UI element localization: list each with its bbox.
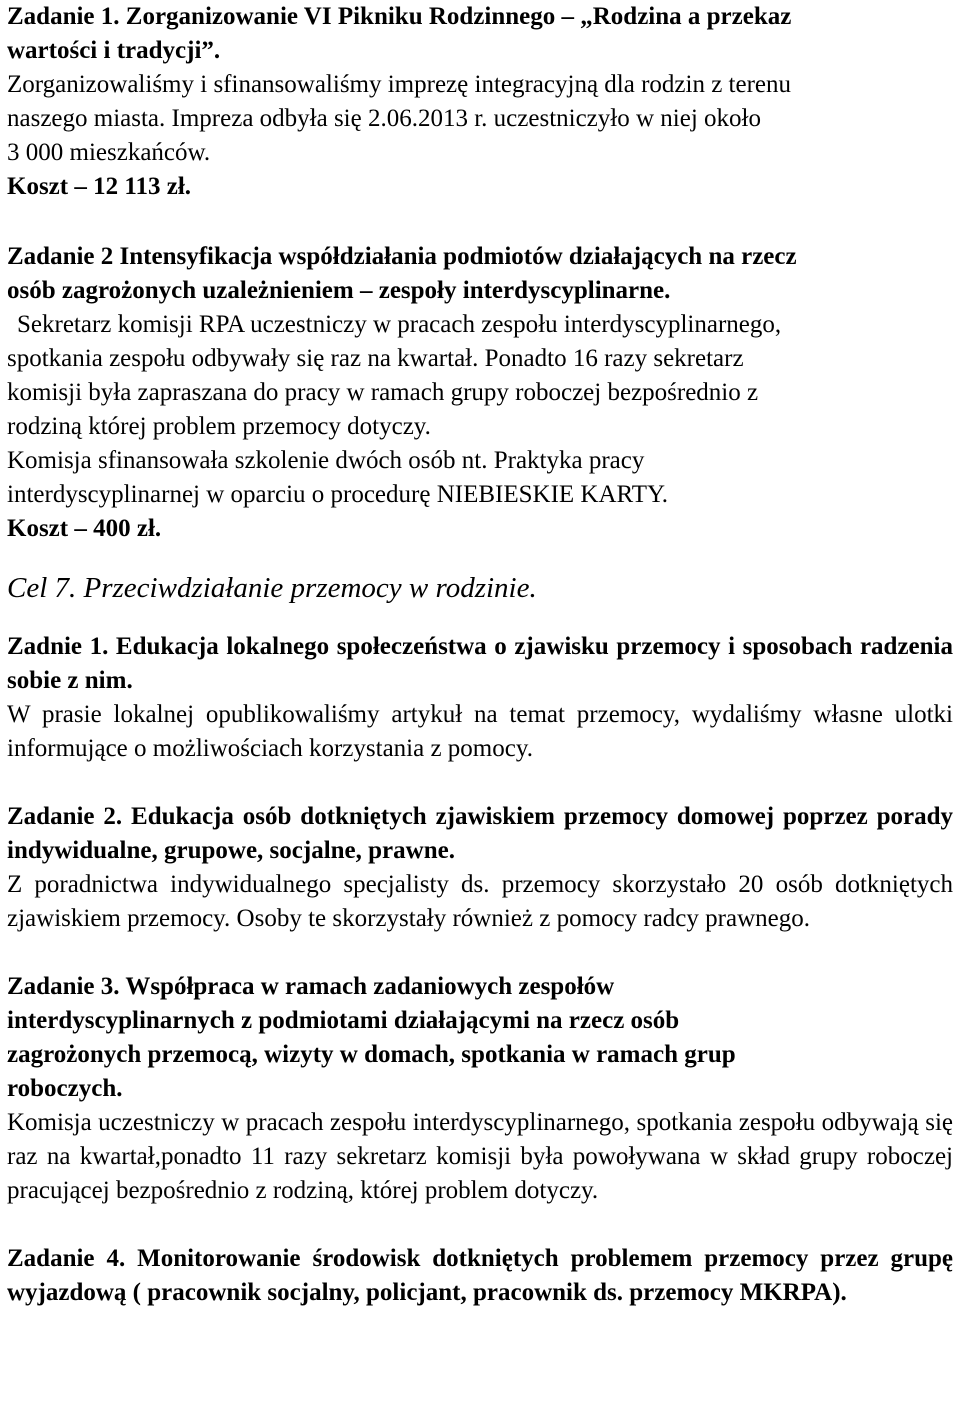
task-title-line: zagrożonych przemocą, wizyty w domach, spotkania w ramach grup xyxy=(7,1041,736,1068)
task-body-line: Sekretarz komisji RPA uczestniczy w pracach zespołu interdyscyplinarnego, xyxy=(17,311,782,338)
spacer xyxy=(7,936,953,970)
spacer xyxy=(7,1208,953,1242)
task-education xyxy=(7,630,953,766)
task-cost: Koszt – 400 zł. xyxy=(7,515,162,542)
task-title-line: Zadanie 2 Intensyfikacja współdziałania podmiotów działających na rzecz xyxy=(7,243,797,270)
task-body-line: interdyscyplinarnej w oparciu o procedurę NIEBIESKIE KARTY. xyxy=(7,481,669,508)
spacer xyxy=(7,766,953,800)
task-title: Zadanie 4. Monitorowanie środowisk dotkniętych problemem przemocy przez grupę wyjazdową ( pracownik socjalny, policjant, pracownik ds. przemocy MKRPA). xyxy=(7,1245,953,1306)
task-interdisciplinary xyxy=(7,240,953,546)
task-title: Zadnie 1. Edukacja lokalnego społeczeństwa o zjawisku przemocy i sposobach radzenia sobie z nim. xyxy=(7,633,953,694)
goal-heading: Cel 7. Przeciwdziałanie przemocy w rodzinie. xyxy=(7,572,537,604)
task-body-line: Komisja sfinansowała szkolenie dwóch osób nt. Praktyka pracy xyxy=(7,447,645,474)
task-title-line: wartości i tradycji”. xyxy=(7,37,221,64)
task-body-line: naszego miasta. Impreza odbyła się 2.06.2013 r. uczestniczyło w niej około xyxy=(7,105,761,132)
task-counselling xyxy=(7,800,953,936)
task-title: Zadanie 2. Edukacja osób dotkniętych zjawiskiem przemocy domowej poprzez porady indywidualne, grupowe, socjalne, prawne. xyxy=(7,803,953,864)
task-title-line: interdyscyplinarnych z podmiotami działającymi na rzecz osób xyxy=(7,1007,680,1034)
task-title-line: Zadanie 3. Współpraca w ramach zadaniowych zespołów xyxy=(7,973,615,1000)
task-body-line: komisji była zapraszana do pracy w ramach grupy roboczej bezpośrednio z xyxy=(7,379,759,406)
task-body-line: spotkania zespołu odbywały się raz na kwartał. Ponadto 16 razy sekretarz xyxy=(7,345,744,372)
document-page xyxy=(7,0,953,1310)
task-cooperation xyxy=(7,970,953,1208)
task-body-line: 3 000 mieszkańców. xyxy=(7,139,211,166)
task-monitoring xyxy=(7,1242,953,1310)
task-title-line: Zadanie 1. Zorganizowanie VI Pikniku Rodzinnego – „Rodzina a przekaz xyxy=(7,3,792,30)
task-title-line: osób zagrożonych uzależnieniem – zespoły interdyscyplinarne. xyxy=(7,277,671,304)
task-body: Z poradnictwa indywidualnego specjalisty ds. przemocy skorzystało 20 osób dotkniętych zjawiskiem przemocy. Osoby te skorzystały również z pomocy radcy prawnego. xyxy=(7,871,953,932)
spacer xyxy=(7,608,953,630)
spacer xyxy=(7,546,953,568)
task-cost: Koszt – 12 113 zł. xyxy=(7,173,192,200)
task-piknik xyxy=(7,0,953,204)
spacer xyxy=(7,204,953,240)
task-title-line: roboczych. xyxy=(7,1075,123,1102)
task-body: W prasie lokalnej opublikowaliśmy artykuł na temat przemocy, wydaliśmy własne ulotki informujące o możliwościach korzystania z pomocy. xyxy=(7,701,953,762)
task-body-line: rodziną której problem przemocy dotyczy. xyxy=(7,413,431,440)
task-body: Komisja uczestniczy w pracach zespołu interdyscyplinarnego, spotkania zespołu odbywają się raz na kwartał,ponadto 11 razy sekretarz komisji była powoływana w skład grupy roboczej pracującej bezpośrednio z rodziną, której problem dotyczy. xyxy=(7,1109,953,1204)
task-body-line: Zorganizowaliśmy i sfinansowaliśmy imprezę integracyjną dla rodzin z terenu xyxy=(7,71,792,98)
